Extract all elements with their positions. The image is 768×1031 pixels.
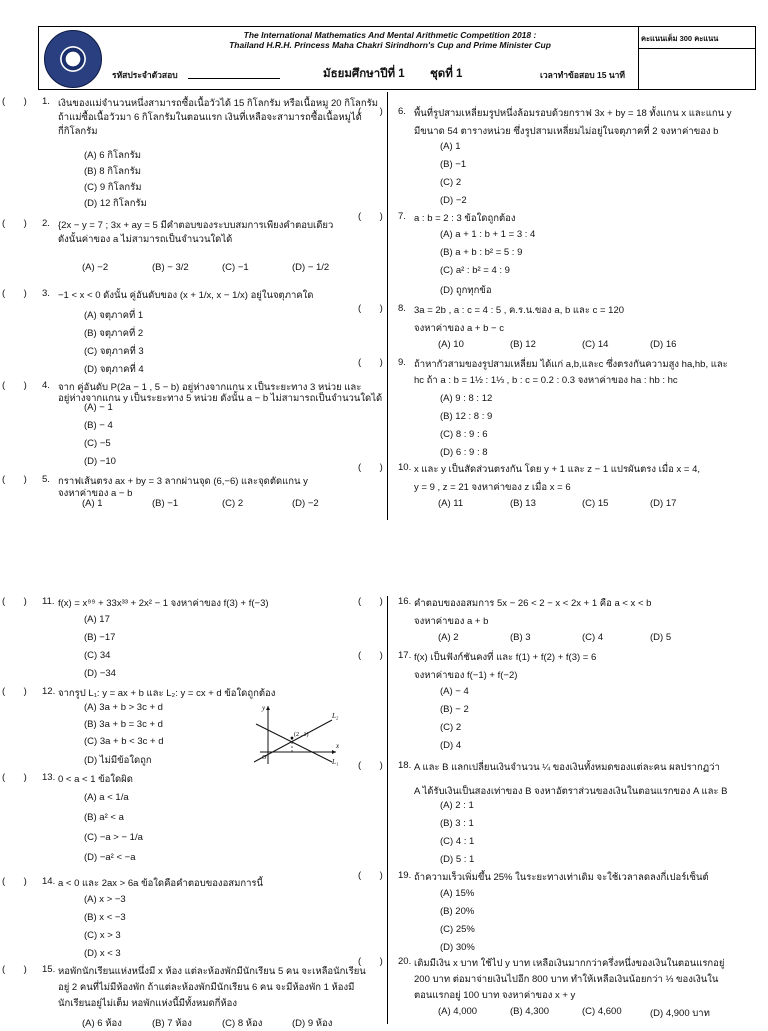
answer-blank[interactable]: ( ): [2, 964, 27, 975]
answer-option[interactable]: (B) x < −3: [84, 912, 126, 923]
answer-option[interactable]: (A) a < 1/a: [84, 792, 129, 803]
question-number: 19.: [398, 870, 412, 881]
x-axis-arrow-icon: [332, 750, 336, 754]
answer-option[interactable]: (A) 2 : 1: [440, 800, 474, 811]
point-label: (2 , 1): [294, 732, 309, 738]
answer-blank[interactable]: ( ): [358, 596, 383, 607]
answer-option[interactable]: (C) 3a + b < 3c + d: [84, 736, 164, 747]
answer-blank[interactable]: ( ): [358, 211, 383, 222]
answer-option[interactable]: (C) 9 กิโลกรัม: [84, 182, 142, 193]
seat-id-field[interactable]: [188, 78, 280, 79]
answer-option[interactable]: (D) 9 ห้อง: [292, 1018, 333, 1029]
answer-blank[interactable]: ( ): [358, 650, 383, 661]
question-text: a : b = 2 : 3 ข้อใดถูกต้อง: [414, 213, 516, 224]
answer-option[interactable]: (D) −10: [84, 456, 116, 467]
answer-option[interactable]: (A) 10: [438, 339, 464, 350]
column-divider: [387, 596, 388, 1024]
grade-label: มัธยมศึกษาปีที่ 1: [323, 68, 405, 80]
answer-option[interactable]: (D) ไม่มีข้อใดถูก: [84, 755, 152, 766]
column-divider: [387, 92, 388, 520]
question-text: นักเรียนอยู่ไม่เต็ม หอพักแห่งนี้มีทั้งหมดกี่ห้อง: [58, 998, 238, 1009]
answer-option[interactable]: (B) 12 : 8 : 9: [440, 411, 493, 422]
answer-option[interactable]: (C) 8 : 9 : 6: [440, 429, 488, 440]
answer-option[interactable]: (D) 16: [650, 339, 677, 350]
question-number: 16.: [398, 596, 412, 607]
answer-option[interactable]: (A) −2: [82, 262, 109, 273]
competition-logo-icon: [44, 30, 102, 88]
answer-option[interactable]: (D) 6 : 9 : 8: [440, 447, 488, 458]
question-text: −1 < x < 0 ดังนั้น คู่อันดับของ (x + 1/x, x − 1/x) อยู่ในจตุภาคใด: [58, 290, 314, 301]
answer-option[interactable]: (C) 34: [84, 650, 111, 661]
answer-option[interactable]: (A) 6 กิโลกรัม: [84, 150, 142, 161]
origin-label: O: [262, 755, 267, 761]
answer-option[interactable]: (B) 3: [510, 632, 531, 643]
q12-graph-figure: [252, 702, 340, 766]
question-text: A และ B แลกเปลี่ยนเงินจำนวน ¼ ของเงินทั้งหมดของแต่ละคน ผลปรากฏว่า: [414, 762, 720, 773]
answer-option[interactable]: (C) −a > − 1/a: [84, 832, 143, 843]
question-text: จาก คู่อันดับ P(2a − 1 , 5 − b) อยู่ห่างจากแกน x เป็นระยะทาง 3 หน่วย และ: [58, 382, 362, 393]
question-number: 17.: [398, 650, 412, 661]
answer-option[interactable]: (D) x < 3: [84, 948, 121, 959]
answer-option[interactable]: (B) a² < a: [84, 812, 124, 823]
question-text: ถ้าแม่ซื้อเนื้อวัวมา 6 กิโลกรัมในตอนแรก เงินที่เหลือจะสามารถซื้อเนื้อหมูได้: [58, 112, 362, 123]
set-label: ชุดที่ 1: [430, 68, 463, 80]
question-text: จงหาค่าของ a − b: [58, 488, 133, 499]
answer-option[interactable]: (B) 20%: [440, 906, 475, 917]
question-number: 13.: [42, 772, 56, 783]
question-text: เงินของแม่จำนวนหนึ่งสามารถซื้อเนื้อวัวได้ 15 กิโลกรัม หรือเนื้อหมู 20 กิโลกรัม: [58, 98, 378, 109]
answer-option[interactable]: (A) x > −3: [84, 894, 126, 905]
answer-blank[interactable]: ( ): [2, 772, 27, 783]
answer-option[interactable]: (B) 7 ห้อง: [152, 1018, 192, 1029]
answer-option[interactable]: (B) −17: [84, 632, 116, 643]
answer-blank[interactable]: ( ): [358, 303, 383, 314]
answer-option[interactable]: (C) 2: [222, 498, 244, 509]
question-text: ถ้าหากัวสามของรูปสามเหลี่ยม ได้แก่ a,b,และc ซึ่งตรงกันความสูง ha,hb, และ: [414, 359, 728, 370]
question-text: f(x) = x⁹⁹ + 33x³³ + 2x² − 1 จงหาค่าของ f(3) + f(−3): [58, 598, 269, 609]
answer-option[interactable]: (C) จตุภาคที่ 3: [84, 346, 144, 357]
competition-subtitle: Thailand H.R.H. Princess Maha Chakri Sirindhorn's Cup and Prime Minister Cup: [229, 40, 551, 50]
answer-option[interactable]: (B) 12: [510, 339, 536, 350]
answer-option[interactable]: (C) 14: [582, 339, 609, 350]
question-text: ถ้าความเร็วเพิ่มขึ้น 25% ในระยะทางเท่าเดิม จะใช้เวลาลดลงกี่เปอร์เซ็นต์: [414, 872, 709, 883]
x-label: x: [336, 742, 340, 750]
answer-option[interactable]: (A) 1: [82, 498, 103, 509]
answer-option[interactable]: (A) จตุภาคที่ 1: [84, 310, 144, 321]
question-number: 11.: [42, 596, 55, 607]
question-number: 15.: [42, 964, 56, 975]
answer-option[interactable]: (B) 3a + b = 3c + d: [84, 719, 163, 730]
answer-option[interactable]: (B) a + b : b² = 5 : 9: [440, 247, 523, 258]
y-label: y: [262, 704, 266, 712]
question-text: f(x) เป็นฟังก์ชันคงที่ และ f(1) + f(2) + f(3) = 6: [414, 652, 597, 663]
question-text: อยู่ 2 คนที่ไม่มีห้องพัก ถ้าแต่ละห้องพักมีนักเรียน 6 คน จะมีห้องพัก 1 ห้องมี: [58, 982, 355, 993]
score-label: คะแนนเต็ม 300 คะแนน: [641, 34, 719, 43]
question-text: อยู่ห่างจากแกน y เป็นระยะทาง 5 หน่วย ดังนั้น a − b ไม่สามารถเป็นจำนวนใดได้: [58, 393, 383, 404]
answer-option[interactable]: (A) 6 ห้อง: [82, 1018, 122, 1029]
answer-option[interactable]: (C) −5: [84, 438, 111, 449]
competition-title: The International Mathematics And Mental Arithmetic Competition 2018 :: [243, 30, 537, 40]
answer-option[interactable]: (B) −1: [152, 498, 179, 509]
answer-option[interactable]: (C) 2: [440, 722, 462, 733]
question-number: 4.: [42, 380, 50, 391]
answer-option[interactable]: (B) จตุภาคที่ 2: [84, 328, 144, 339]
answer-blank[interactable]: ( ): [2, 474, 27, 485]
question-number: 10.: [398, 462, 412, 473]
question-number: 8.: [398, 303, 406, 314]
question-text: กราฟเส้นตรง ax + by = 3 ลากผ่านจุด (6,−6) และจุดตัดแกน y: [58, 476, 308, 487]
question-text: จงหาค่าของ a + b − c: [414, 323, 504, 334]
y-axis-arrow-icon: [266, 706, 270, 710]
answer-option[interactable]: (B) 13: [510, 498, 536, 509]
question-text: จงหาค่าของ f(−1) + f(−2): [414, 670, 518, 681]
l2-label: L₂: [332, 712, 339, 720]
question-number: 18.: [398, 760, 412, 771]
answer-blank[interactable]: ( ): [358, 106, 383, 117]
question-text: 0 < a < 1 ข้อใดผิด: [58, 774, 133, 785]
answer-option[interactable]: (D) 4: [440, 740, 462, 751]
question-number: 14.: [42, 876, 56, 887]
question-text: 200 บาท ต่อมาจ่ายเงินไปอีก 800 บาท ทำให้เหลือเงินน้อยกว่า ⅓ ของเงินใน: [414, 974, 719, 985]
answer-option[interactable]: (A) 2: [438, 632, 459, 643]
question-text: มีขนาด 54 ตารางหน่วย ซึ่งรูปสามเหลี่ยมไม่อยู่ในจตุภาคที่ 2 จงหาค่าของ b: [414, 126, 719, 137]
question-number: 20.: [398, 956, 412, 967]
header-divider: [638, 26, 639, 90]
question-text: y = 9 , z = 21 จงหาค่าของ z เมื่อ x = 6: [414, 482, 571, 493]
question-number: 9.: [398, 357, 406, 368]
answer-option[interactable]: (D) 12 กิโลกรัม: [84, 198, 147, 209]
question-text: x และ y เป็นสัดส่วนตรงกัน โดย y + 1 และ z − 1 แปรผันตรง เมื่อ x = 4,: [414, 464, 701, 475]
answer-option[interactable]: (D) ถูกทุกข้อ: [440, 285, 492, 296]
answer-option[interactable]: (A) a + 1 : b + 1 = 3 : 4: [440, 229, 536, 240]
answer-blank[interactable]: ( ): [2, 596, 27, 607]
answer-option[interactable]: (C) 4 : 1: [440, 836, 475, 847]
line-l1: [256, 724, 332, 762]
answer-option[interactable]: (B) − 2: [440, 704, 469, 715]
answer-option[interactable]: (A) 1: [440, 141, 461, 152]
intersection-point: [291, 737, 294, 740]
question-number: 5.: [42, 474, 50, 485]
answer-option[interactable]: (A) 11: [438, 498, 464, 509]
question-number: 12.: [42, 686, 56, 697]
answer-option[interactable]: (D) จตุภาคที่ 4: [84, 364, 144, 375]
question-text: จากรูป L₁: y = ax + b และ L₂: y = cx + d ข้อใดถูกต้อง: [58, 688, 276, 699]
answer-option[interactable]: (C) 25%: [440, 924, 475, 935]
question-text: ตอนแรกอยู่ 100 บาท จงหาค่าของ x + y: [414, 990, 576, 1001]
answer-option[interactable]: (D) 30%: [440, 942, 475, 953]
answer-blank[interactable]: ( ): [2, 218, 27, 229]
question-text: คำตอบของอสมการ 5x − 26 < 2 − x < 2x + 1 คือ a < x < b: [414, 598, 652, 609]
answer-option[interactable]: (B) − 3/2: [152, 262, 189, 273]
answer-option[interactable]: (A) 4,000: [438, 1006, 478, 1017]
answer-blank[interactable]: ( ): [358, 462, 383, 473]
answer-option[interactable]: (C) 2: [440, 177, 462, 188]
question-text: a < 0 และ 2ax > 6a ข้อใดคือคำตอบของอสมการนี้: [58, 878, 264, 889]
answer-option[interactable]: (D) −2: [292, 498, 319, 509]
answer-option[interactable]: (C) 8 ห้อง: [222, 1018, 263, 1029]
answer-option[interactable]: (C) 15: [582, 498, 609, 509]
answer-option[interactable]: (B) − 4: [84, 420, 113, 431]
answer-option[interactable]: (D) −34: [84, 668, 116, 679]
l1-label: L₁: [332, 758, 339, 766]
answer-option[interactable]: (B) 4,300: [510, 1006, 550, 1017]
question-text: {2x − y = 7 ; 3x + ay = 5 มีคำตอบของระบบสมการเพียงคำตอบเดียว: [58, 220, 334, 231]
answer-option[interactable]: (A) − 4: [440, 686, 469, 697]
answer-option[interactable]: (A) − 1: [84, 402, 113, 413]
answer-blank[interactable]: ( ): [2, 288, 27, 299]
answer-option[interactable]: (B) 3 : 1: [440, 818, 474, 829]
question-number: 2.: [42, 218, 50, 229]
answer-blank[interactable]: ( ): [2, 380, 27, 391]
answer-option[interactable]: (C) 4: [582, 632, 604, 643]
question-number: 6.: [398, 106, 406, 117]
time-label: เวลาทำข้อสอบ 15 นาที: [540, 70, 626, 80]
answer-option[interactable]: (C) a² : b² = 4 : 9: [440, 265, 510, 276]
answer-option[interactable]: (A) 17: [84, 614, 110, 625]
answer-option[interactable]: (D) 5 : 1: [440, 854, 475, 865]
answer-blank[interactable]: ( ): [358, 870, 383, 881]
answer-option[interactable]: (D) −a² < −a: [84, 852, 136, 863]
question-text: พื้นที่รูปสามเหลี่ยมรูปหนึ่งล้อมรอบด้วยกราฟ 3x + by = 18 ทั้งแกน x และแกน y: [414, 108, 732, 119]
answer-option[interactable]: (D) −2: [440, 195, 467, 206]
answer-option[interactable]: (C) 4,600: [582, 1006, 622, 1017]
question-text: 3a = 2b , a : c = 4 : 5 , ค.ร.น.ของ a, b และ c = 120: [414, 305, 625, 316]
answer-option[interactable]: (A) 3a + b > 3c + d: [84, 702, 163, 713]
answer-option[interactable]: (D) 5: [650, 632, 672, 643]
question-text: ดังนั้นค่าของ a ไม่สามารถเป็นจำนวนใดได้: [58, 234, 233, 245]
question-text: hc ถ้า a : b = 1½ : 1⅓ , b : c = 0.2 : 0.3 จงหาค่าของ ha : hb : hc: [414, 375, 678, 386]
question-text: กี่กิโลกรัม: [58, 126, 98, 137]
question-number: 7.: [398, 211, 406, 222]
answer-option[interactable]: (D) − 1/2: [292, 262, 330, 273]
question-text: หอพักนักเรียนแห่งหนึ่งมี x ห้อง แต่ละห้องพักมีนักเรียน 5 คน จะเหลือนักเรียน: [58, 966, 366, 977]
answer-blank[interactable]: ( ): [2, 876, 27, 887]
answer-blank[interactable]: ( ): [2, 96, 27, 107]
answer-blank[interactable]: ( ): [358, 956, 383, 967]
answer-option[interactable]: (B) −1: [440, 159, 467, 170]
answer-option[interactable]: (A) 15%: [440, 888, 475, 899]
question-text: A ได้รับเงินเป็นสองเท่าของ B จงหาอัตราส่วนของเงินในตอนแรกของ A และ B: [414, 786, 728, 797]
question-number: 3.: [42, 288, 50, 299]
answer-option[interactable]: (A) 9 : 8 : 12: [440, 393, 493, 404]
question-text: เดิมมีเงิน x บาท ใช้ไป y บาท เหลือเงินมากกว่าครึ่งหนึ่งของเงินในตอนแรกอยู่: [414, 958, 725, 969]
answer-option[interactable]: (C) x > 3: [84, 930, 121, 941]
answer-option[interactable]: (C) −1: [222, 262, 249, 273]
question-text: จงหาค่าของ a + b: [414, 616, 489, 627]
answer-option[interactable]: (D) 4,900 บาท: [650, 1008, 710, 1019]
answer-blank[interactable]: ( ): [358, 357, 383, 368]
answer-blank[interactable]: ( ): [2, 686, 27, 697]
answer-option[interactable]: (D) 17: [650, 498, 677, 509]
answer-blank[interactable]: ( ): [358, 760, 383, 771]
header-divider: [638, 48, 756, 49]
answer-option[interactable]: (B) 8 กิโลกรัม: [84, 166, 142, 177]
seat-id-label: รหัสประจำตัวสอบ: [112, 70, 178, 80]
question-number: 1.: [42, 96, 50, 107]
